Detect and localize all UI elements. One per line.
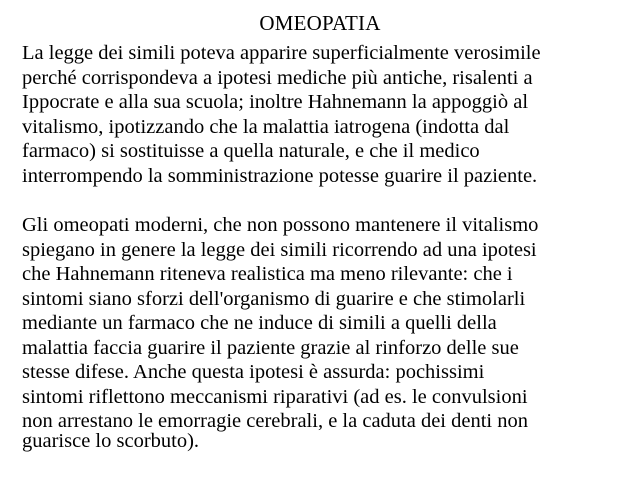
text-line: guarisce lo scorbuto). (22, 429, 200, 452)
text-line: Gli omeopati moderni, che non possono mantenere il vitalismo (22, 214, 539, 236)
text-line: non arrestano le emorragie cerebrali, e la caduta dei denti non (22, 410, 528, 432)
text-line: spiegano in genere la legge dei simili ricorrendo ad una ipotesi (22, 238, 537, 261)
text-line: vitalismo, ipotizzando che la malattia iatrogena (indotta dal (22, 115, 510, 138)
text-line: mediante un farmaco che ne induce di simili a quelli della (22, 312, 497, 334)
text-line: La legge dei simili poteva apparire superficialmente verosimile (22, 42, 541, 64)
text-line: malattia faccia guarire il paziente grazie al rinforzo delle sue (22, 336, 519, 359)
text-line: stesse difese. Anche questa ipotesi è assurda: pochissimi (22, 361, 485, 383)
text-line: Ippocrate e alla sua scuola; inoltre Hahnemann la appoggiò al (22, 91, 529, 113)
paragraph-2 (22, 213, 634, 453)
page-title: OMEOPATIA (259, 11, 381, 35)
text-line: perché corrispondeva a ipotesi mediche più antiche, risalenti a (22, 66, 533, 89)
text-line: sintomi riflettono meccanismi riparativi (ad es. le convulsioni (22, 385, 528, 408)
text-line: farmaco) si sostituisse a quella naturale, e che il medico (22, 140, 480, 162)
text-line: che Hahnemann riteneva realistica ma meno rilevante: che i (22, 263, 513, 285)
text-line: sintomi siano sforzi dell'organismo di guarire e che stimolarli (22, 287, 526, 310)
text-line: interrompendo la somministrazione potesse guarire il paziente. (22, 164, 538, 187)
paragraph-1 (22, 41, 634, 188)
